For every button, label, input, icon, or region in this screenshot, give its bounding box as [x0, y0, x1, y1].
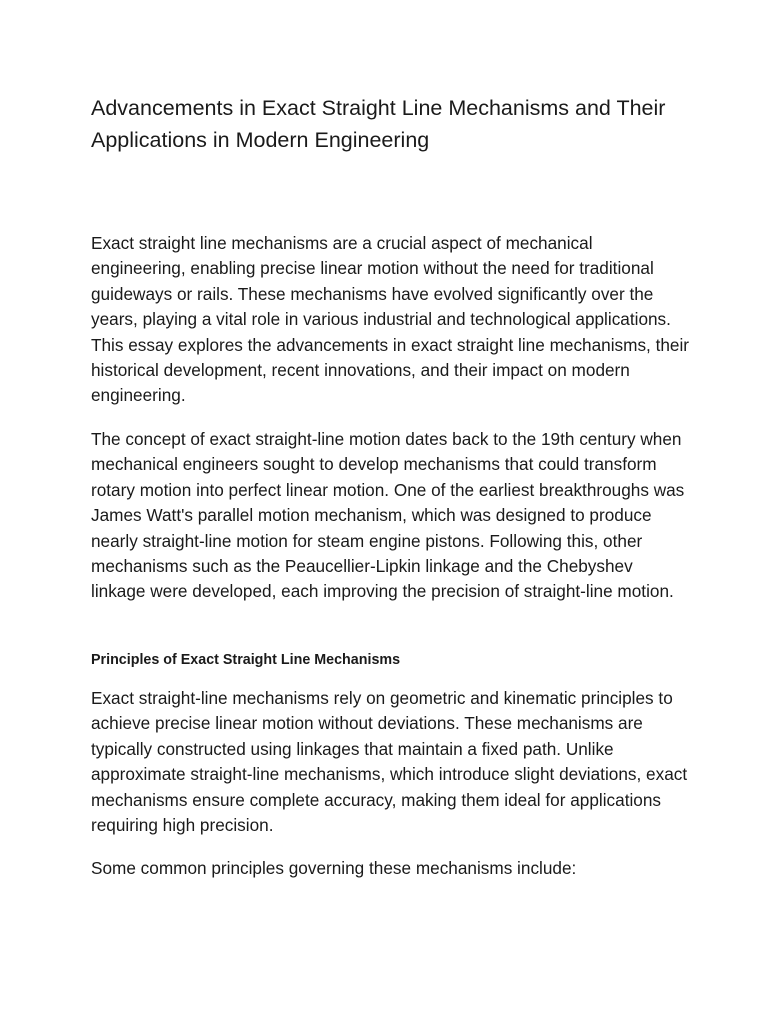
document-title: Advancements in Exact Straight Line Mechanisms and Their Applications in Modern Engineering	[91, 96, 666, 152]
intro-paragraph: Exact straight line mechanisms are a crucial aspect of mechanical engineering, enabling precise linear motion without the need for traditional guideways or rails. These mechanisms have evolved significantly over the years, playing a vital role in various industrial and technological applications. This essay explores the advancements in exact straight line mechanisms, their historical development, recent innovations, and their impact on modern engineering.	[91, 233, 690, 406]
history-paragraph: The concept of exact straight-line motion dates back to the 19th century when mechanical engineers sought to develop mechanisms that could transform rotary motion into perfect linear motion. One of the earliest breakthroughs was James Watt's parallel motion mechanism, which was designed to produce nearly straight-line motion for steam engine pistons. Following this, other mechanisms such as the Peaucellier-Lipkin linkage and the Chebyshev linkage were developed, each improving the precision of straight-line motion.	[91, 429, 685, 602]
section-heading: Principles of Exact Straight Line Mechanisms	[91, 652, 401, 668]
principles-paragraph: Exact straight-line mechanisms rely on geometric and kinematic principles to achieve precise linear motion without deviations. These mechanisms are typically constructed using linkages that maintain a fixed path. Unlike approximate straight-line mechanisms, which introduce slight deviations, exact mechanisms ensure complete accuracy, making them ideal for applications requiring high precision.	[91, 688, 688, 836]
principles-list-intro: Some common principles governing these mechanisms include:	[91, 858, 577, 878]
